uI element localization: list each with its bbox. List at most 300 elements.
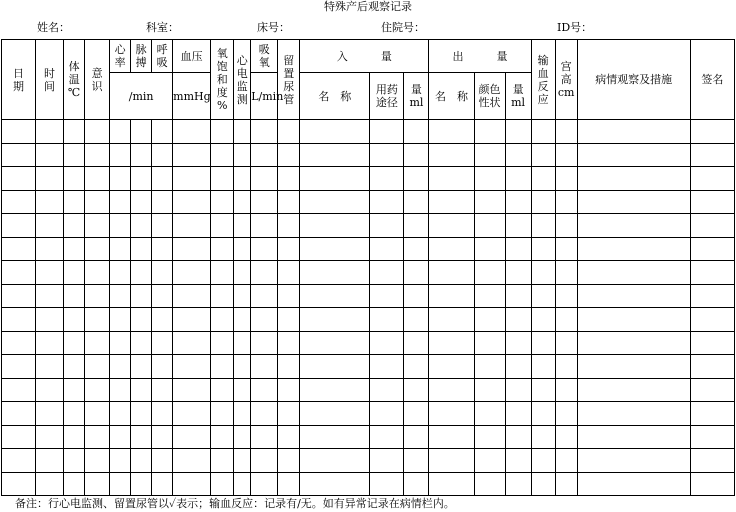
- record-cell[interactable]: [429, 449, 474, 473]
- record-cell[interactable]: [173, 120, 211, 144]
- record-cell[interactable]: [173, 167, 211, 191]
- record-cell[interactable]: [131, 472, 152, 496]
- record-cell[interactable]: [152, 355, 173, 379]
- record-cell[interactable]: [531, 472, 555, 496]
- record-cell[interactable]: [64, 284, 85, 308]
- record-cell[interactable]: [234, 402, 251, 426]
- record-cell[interactable]: [474, 402, 505, 426]
- record-cell[interactable]: [278, 355, 300, 379]
- record-cell[interactable]: [278, 378, 300, 402]
- record-cell[interactable]: [36, 120, 64, 144]
- record-cell[interactable]: [2, 261, 36, 285]
- record-cell[interactable]: [404, 402, 429, 426]
- record-cell[interactable]: [474, 449, 505, 473]
- record-cell[interactable]: [505, 308, 531, 332]
- record-cell[interactable]: [278, 167, 300, 191]
- record-cell[interactable]: [2, 143, 36, 167]
- record-cell[interactable]: [85, 237, 110, 261]
- record-cell[interactable]: [429, 378, 474, 402]
- record-cell[interactable]: [429, 402, 474, 426]
- record-cell[interactable]: [690, 355, 734, 379]
- record-cell[interactable]: [278, 237, 300, 261]
- record-cell[interactable]: [64, 449, 85, 473]
- record-cell[interactable]: [531, 331, 555, 355]
- record-cell[interactable]: [85, 120, 110, 144]
- record-cell[interactable]: [278, 284, 300, 308]
- record-cell[interactable]: [173, 472, 211, 496]
- record-cell[interactable]: [234, 355, 251, 379]
- record-cell[interactable]: [234, 308, 251, 332]
- record-cell[interactable]: [152, 120, 173, 144]
- record-cell[interactable]: [2, 214, 36, 238]
- record-cell[interactable]: [131, 237, 152, 261]
- record-cell[interactable]: [110, 378, 131, 402]
- record-cell[interactable]: [152, 449, 173, 473]
- record-cell[interactable]: [64, 214, 85, 238]
- record-cell[interactable]: [555, 237, 577, 261]
- record-cell[interactable]: [131, 449, 152, 473]
- record-cell[interactable]: [690, 472, 734, 496]
- record-cell[interactable]: [173, 378, 211, 402]
- record-cell[interactable]: [211, 261, 234, 285]
- record-cell[interactable]: [404, 472, 429, 496]
- record-cell[interactable]: [36, 449, 64, 473]
- record-cell[interactable]: [251, 143, 278, 167]
- record-cell[interactable]: [36, 284, 64, 308]
- record-cell[interactable]: [577, 472, 690, 496]
- record-cell[interactable]: [505, 261, 531, 285]
- record-cell[interactable]: [85, 284, 110, 308]
- record-cell[interactable]: [531, 261, 555, 285]
- record-cell[interactable]: [2, 237, 36, 261]
- record-cell[interactable]: [152, 308, 173, 332]
- record-cell[interactable]: [211, 214, 234, 238]
- record-cell[interactable]: [234, 472, 251, 496]
- record-cell[interactable]: [531, 143, 555, 167]
- record-cell[interactable]: [531, 355, 555, 379]
- record-cell[interactable]: [577, 308, 690, 332]
- record-cell[interactable]: [152, 472, 173, 496]
- record-cell[interactable]: [234, 331, 251, 355]
- record-cell[interactable]: [555, 261, 577, 285]
- record-cell[interactable]: [300, 308, 370, 332]
- record-cell[interactable]: [690, 308, 734, 332]
- record-cell[interactable]: [2, 355, 36, 379]
- record-cell[interactable]: [251, 472, 278, 496]
- record-cell[interactable]: [173, 308, 211, 332]
- record-cell[interactable]: [404, 331, 429, 355]
- record-cell[interactable]: [505, 378, 531, 402]
- record-cell[interactable]: [474, 425, 505, 449]
- record-cell[interactable]: [300, 355, 370, 379]
- record-cell[interactable]: [531, 190, 555, 214]
- record-cell[interactable]: [36, 237, 64, 261]
- record-cell[interactable]: [555, 378, 577, 402]
- record-cell[interactable]: [370, 308, 404, 332]
- record-cell[interactable]: [429, 214, 474, 238]
- record-cell[interactable]: [690, 425, 734, 449]
- record-cell[interactable]: [474, 143, 505, 167]
- record-cell[interactable]: [110, 425, 131, 449]
- record-cell[interactable]: [577, 143, 690, 167]
- record-cell[interactable]: [2, 120, 36, 144]
- record-cell[interactable]: [152, 237, 173, 261]
- record-cell[interactable]: [152, 284, 173, 308]
- record-cell[interactable]: [211, 167, 234, 191]
- record-cell[interactable]: [370, 143, 404, 167]
- record-cell[interactable]: [505, 355, 531, 379]
- record-cell[interactable]: [251, 449, 278, 473]
- record-cell[interactable]: [234, 237, 251, 261]
- record-cell[interactable]: [131, 425, 152, 449]
- record-cell[interactable]: [278, 402, 300, 426]
- record-cell[interactable]: [531, 425, 555, 449]
- record-cell[interactable]: [300, 425, 370, 449]
- record-cell[interactable]: [2, 472, 36, 496]
- record-cell[interactable]: [278, 261, 300, 285]
- record-cell[interactable]: [251, 190, 278, 214]
- record-cell[interactable]: [577, 261, 690, 285]
- record-cell[interactable]: [404, 261, 429, 285]
- record-cell[interactable]: [300, 449, 370, 473]
- record-cell[interactable]: [173, 261, 211, 285]
- record-cell[interactable]: [690, 167, 734, 191]
- record-cell[interactable]: [110, 214, 131, 238]
- record-cell[interactable]: [211, 190, 234, 214]
- record-cell[interactable]: [251, 425, 278, 449]
- record-cell[interactable]: [505, 214, 531, 238]
- record-cell[interactable]: [234, 120, 251, 144]
- record-cell[interactable]: [131, 308, 152, 332]
- record-cell[interactable]: [131, 378, 152, 402]
- record-cell[interactable]: [251, 355, 278, 379]
- record-cell[interactable]: [2, 167, 36, 191]
- record-cell[interactable]: [577, 355, 690, 379]
- record-cell[interactable]: [173, 402, 211, 426]
- record-cell[interactable]: [555, 355, 577, 379]
- record-cell[interactable]: [2, 284, 36, 308]
- record-cell[interactable]: [36, 378, 64, 402]
- record-cell[interactable]: [531, 308, 555, 332]
- record-cell[interactable]: [555, 143, 577, 167]
- record-cell[interactable]: [531, 167, 555, 191]
- record-cell[interactable]: [429, 237, 474, 261]
- record-cell[interactable]: [474, 355, 505, 379]
- record-cell[interactable]: [152, 190, 173, 214]
- record-cell[interactable]: [173, 284, 211, 308]
- record-cell[interactable]: [110, 308, 131, 332]
- record-cell[interactable]: [555, 284, 577, 308]
- record-cell[interactable]: [64, 308, 85, 332]
- record-cell[interactable]: [2, 190, 36, 214]
- record-cell[interactable]: [211, 378, 234, 402]
- record-cell[interactable]: [370, 167, 404, 191]
- record-cell[interactable]: [474, 308, 505, 332]
- record-cell[interactable]: [234, 425, 251, 449]
- record-cell[interactable]: [36, 402, 64, 426]
- record-cell[interactable]: [251, 167, 278, 191]
- record-cell[interactable]: [110, 402, 131, 426]
- record-cell[interactable]: [404, 308, 429, 332]
- record-cell[interactable]: [251, 120, 278, 144]
- record-cell[interactable]: [64, 472, 85, 496]
- record-cell[interactable]: [64, 402, 85, 426]
- record-cell[interactable]: [131, 190, 152, 214]
- record-cell[interactable]: [36, 143, 64, 167]
- record-cell[interactable]: [211, 284, 234, 308]
- record-cell[interactable]: [300, 402, 370, 426]
- record-cell[interactable]: [505, 237, 531, 261]
- record-cell[interactable]: [85, 355, 110, 379]
- record-cell[interactable]: [278, 425, 300, 449]
- record-cell[interactable]: [300, 143, 370, 167]
- record-cell[interactable]: [110, 167, 131, 191]
- record-cell[interactable]: [211, 331, 234, 355]
- record-cell[interactable]: [278, 449, 300, 473]
- record-cell[interactable]: [152, 143, 173, 167]
- record-cell[interactable]: [690, 214, 734, 238]
- record-cell[interactable]: [2, 378, 36, 402]
- record-cell[interactable]: [64, 425, 85, 449]
- record-cell[interactable]: [251, 237, 278, 261]
- record-cell[interactable]: [505, 284, 531, 308]
- record-cell[interactable]: [404, 355, 429, 379]
- record-cell[interactable]: [690, 284, 734, 308]
- record-cell[interactable]: [531, 214, 555, 238]
- record-cell[interactable]: [429, 284, 474, 308]
- record-cell[interactable]: [211, 402, 234, 426]
- record-cell[interactable]: [36, 472, 64, 496]
- record-cell[interactable]: [211, 308, 234, 332]
- record-cell[interactable]: [300, 120, 370, 144]
- record-cell[interactable]: [36, 261, 64, 285]
- record-cell[interactable]: [211, 120, 234, 144]
- record-cell[interactable]: [577, 190, 690, 214]
- record-cell[interactable]: [429, 472, 474, 496]
- record-cell[interactable]: [404, 425, 429, 449]
- record-cell[interactable]: [577, 378, 690, 402]
- record-cell[interactable]: [173, 425, 211, 449]
- record-cell[interactable]: [110, 261, 131, 285]
- record-cell[interactable]: [85, 402, 110, 426]
- record-cell[interactable]: [370, 284, 404, 308]
- record-cell[interactable]: [110, 120, 131, 144]
- record-cell[interactable]: [85, 449, 110, 473]
- record-cell[interactable]: [370, 190, 404, 214]
- record-cell[interactable]: [577, 284, 690, 308]
- record-cell[interactable]: [173, 214, 211, 238]
- record-cell[interactable]: [2, 308, 36, 332]
- record-cell[interactable]: [251, 378, 278, 402]
- record-cell[interactable]: [474, 284, 505, 308]
- record-cell[interactable]: [173, 449, 211, 473]
- record-cell[interactable]: [251, 214, 278, 238]
- record-cell[interactable]: [131, 261, 152, 285]
- record-cell[interactable]: [577, 331, 690, 355]
- record-cell[interactable]: [577, 214, 690, 238]
- record-cell[interactable]: [152, 331, 173, 355]
- record-cell[interactable]: [211, 449, 234, 473]
- record-cell[interactable]: [370, 120, 404, 144]
- record-cell[interactable]: [234, 214, 251, 238]
- record-cell[interactable]: [370, 355, 404, 379]
- record-cell[interactable]: [505, 402, 531, 426]
- record-cell[interactable]: [278, 143, 300, 167]
- record-cell[interactable]: [131, 355, 152, 379]
- record-cell[interactable]: [85, 425, 110, 449]
- record-cell[interactable]: [2, 402, 36, 426]
- record-cell[interactable]: [36, 214, 64, 238]
- record-cell[interactable]: [690, 120, 734, 144]
- record-cell[interactable]: [110, 355, 131, 379]
- record-cell[interactable]: [429, 190, 474, 214]
- record-cell[interactable]: [690, 331, 734, 355]
- record-cell[interactable]: [85, 378, 110, 402]
- record-cell[interactable]: [85, 331, 110, 355]
- record-cell[interactable]: [173, 355, 211, 379]
- record-cell[interactable]: [429, 261, 474, 285]
- record-cell[interactable]: [300, 167, 370, 191]
- record-cell[interactable]: [234, 261, 251, 285]
- record-cell[interactable]: [300, 261, 370, 285]
- record-cell[interactable]: [404, 237, 429, 261]
- record-cell[interactable]: [278, 190, 300, 214]
- record-cell[interactable]: [555, 449, 577, 473]
- record-cell[interactable]: [131, 402, 152, 426]
- record-cell[interactable]: [577, 120, 690, 144]
- record-cell[interactable]: [85, 143, 110, 167]
- record-cell[interactable]: [131, 120, 152, 144]
- record-cell[interactable]: [64, 237, 85, 261]
- record-cell[interactable]: [131, 284, 152, 308]
- record-cell[interactable]: [251, 261, 278, 285]
- record-cell[interactable]: [404, 378, 429, 402]
- record-cell[interactable]: [234, 190, 251, 214]
- record-cell[interactable]: [531, 284, 555, 308]
- record-cell[interactable]: [64, 355, 85, 379]
- record-cell[interactable]: [429, 425, 474, 449]
- record-cell[interactable]: [429, 355, 474, 379]
- record-cell[interactable]: [577, 402, 690, 426]
- record-cell[interactable]: [131, 214, 152, 238]
- record-cell[interactable]: [251, 331, 278, 355]
- record-cell[interactable]: [234, 284, 251, 308]
- record-cell[interactable]: [64, 190, 85, 214]
- record-cell[interactable]: [36, 425, 64, 449]
- record-cell[interactable]: [577, 425, 690, 449]
- record-cell[interactable]: [370, 402, 404, 426]
- record-cell[interactable]: [429, 167, 474, 191]
- record-cell[interactable]: [278, 308, 300, 332]
- record-cell[interactable]: [234, 378, 251, 402]
- record-cell[interactable]: [110, 190, 131, 214]
- record-cell[interactable]: [211, 472, 234, 496]
- record-cell[interactable]: [429, 120, 474, 144]
- record-cell[interactable]: [531, 378, 555, 402]
- record-cell[interactable]: [36, 167, 64, 191]
- record-cell[interactable]: [404, 120, 429, 144]
- record-cell[interactable]: [85, 167, 110, 191]
- record-cell[interactable]: [690, 449, 734, 473]
- record-cell[interactable]: [404, 449, 429, 473]
- record-cell[interactable]: [370, 472, 404, 496]
- record-cell[interactable]: [474, 378, 505, 402]
- record-cell[interactable]: [234, 143, 251, 167]
- record-cell[interactable]: [131, 167, 152, 191]
- record-cell[interactable]: [110, 237, 131, 261]
- record-cell[interactable]: [152, 214, 173, 238]
- record-cell[interactable]: [474, 214, 505, 238]
- record-cell[interactable]: [110, 472, 131, 496]
- record-cell[interactable]: [429, 143, 474, 167]
- record-cell[interactable]: [404, 167, 429, 191]
- record-cell[interactable]: [474, 190, 505, 214]
- record-cell[interactable]: [577, 237, 690, 261]
- record-cell[interactable]: [474, 331, 505, 355]
- record-cell[interactable]: [505, 449, 531, 473]
- record-cell[interactable]: [85, 190, 110, 214]
- record-cell[interactable]: [173, 237, 211, 261]
- record-cell[interactable]: [278, 331, 300, 355]
- record-cell[interactable]: [404, 190, 429, 214]
- record-cell[interactable]: [370, 425, 404, 449]
- record-cell[interactable]: [234, 449, 251, 473]
- record-cell[interactable]: [85, 472, 110, 496]
- record-cell[interactable]: [64, 167, 85, 191]
- record-cell[interactable]: [211, 143, 234, 167]
- record-cell[interactable]: [211, 355, 234, 379]
- record-cell[interactable]: [110, 143, 131, 167]
- record-cell[interactable]: [531, 449, 555, 473]
- record-cell[interactable]: [577, 167, 690, 191]
- record-cell[interactable]: [370, 378, 404, 402]
- record-cell[interactable]: [690, 190, 734, 214]
- record-cell[interactable]: [555, 190, 577, 214]
- record-cell[interactable]: [152, 261, 173, 285]
- record-cell[interactable]: [278, 120, 300, 144]
- record-cell[interactable]: [370, 261, 404, 285]
- record-cell[interactable]: [300, 331, 370, 355]
- record-cell[interactable]: [531, 402, 555, 426]
- record-cell[interactable]: [404, 214, 429, 238]
- record-cell[interactable]: [211, 425, 234, 449]
- record-cell[interactable]: [429, 331, 474, 355]
- record-cell[interactable]: [474, 167, 505, 191]
- record-cell[interactable]: [152, 402, 173, 426]
- record-cell[interactable]: [690, 237, 734, 261]
- record-cell[interactable]: [531, 237, 555, 261]
- record-cell[interactable]: [300, 214, 370, 238]
- record-cell[interactable]: [505, 425, 531, 449]
- record-cell[interactable]: [251, 284, 278, 308]
- record-cell[interactable]: [505, 472, 531, 496]
- record-cell[interactable]: [404, 284, 429, 308]
- record-cell[interactable]: [2, 449, 36, 473]
- record-cell[interactable]: [85, 261, 110, 285]
- record-cell[interactable]: [300, 472, 370, 496]
- record-cell[interactable]: [173, 331, 211, 355]
- record-cell[interactable]: [505, 190, 531, 214]
- record-cell[interactable]: [690, 378, 734, 402]
- record-cell[interactable]: [555, 331, 577, 355]
- record-cell[interactable]: [278, 214, 300, 238]
- record-cell[interactable]: [690, 261, 734, 285]
- record-cell[interactable]: [370, 237, 404, 261]
- record-cell[interactable]: [505, 331, 531, 355]
- record-cell[interactable]: [2, 331, 36, 355]
- record-cell[interactable]: [251, 402, 278, 426]
- record-cell[interactable]: [64, 378, 85, 402]
